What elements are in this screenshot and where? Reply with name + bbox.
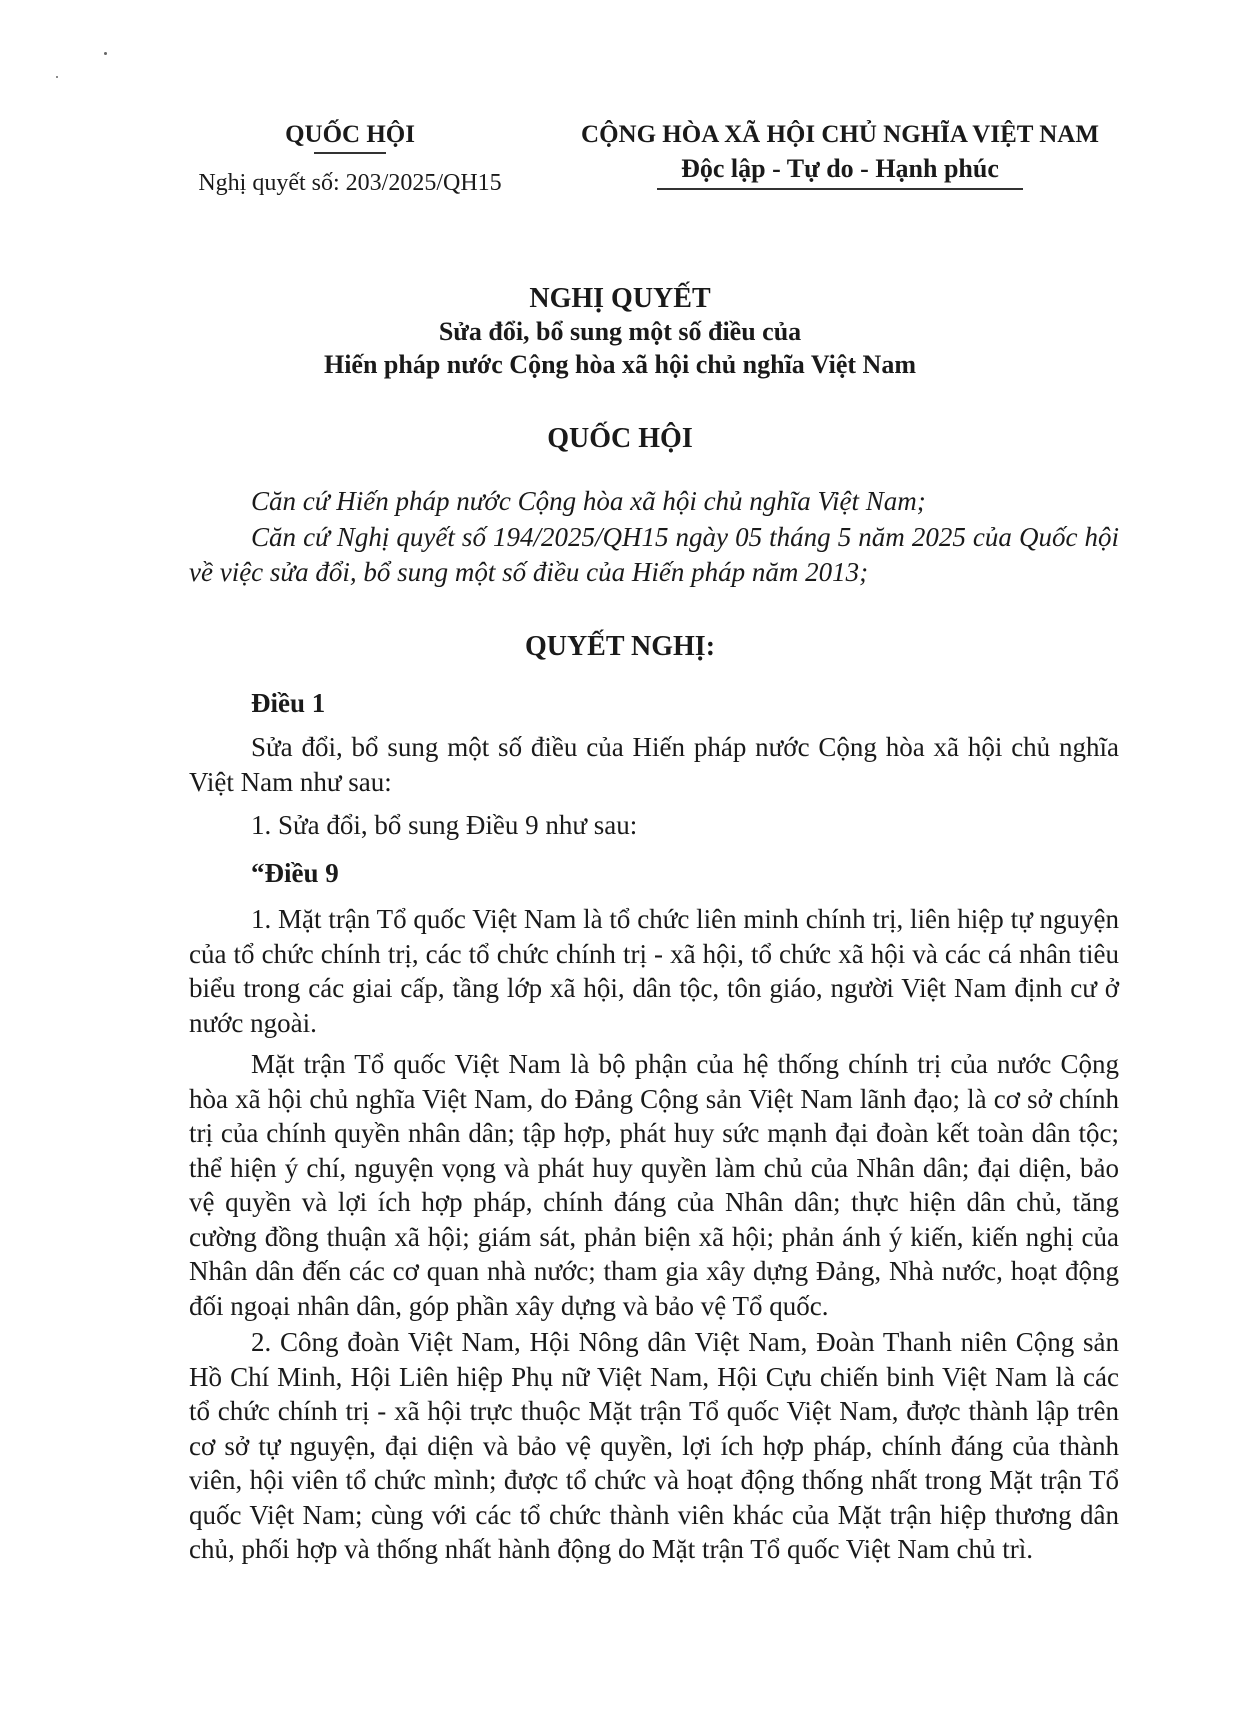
document-title-line-1: Sửa đổi, bổ sung một số điều của — [438, 317, 802, 346]
issuer-underline — [314, 152, 386, 154]
legal-basis-2-text: Căn cứ Nghị quyết số 194/2025/QH15 ngày 05 tháng 5 năm 2025 của Quốc hội về việc sửa đổi, bổ sung một số điều của Hiến pháp năm 2013; — [189, 522, 1119, 587]
resolution-number: Nghị quyết số: 203/2025/QH15 — [198, 169, 502, 196]
article-9-paragraph-2 — [189, 1047, 1119, 1323]
national-motto: Độc lập - Tự do - Hạnh phúc — [681, 154, 999, 183]
scan-speck — [104, 52, 107, 55]
article-1-intro-text: Sửa đổi, bổ sung một số điều của Hiến pháp nước Cộng hòa xã hội chủ nghĩa Việt Nam như sau: — [189, 732, 1119, 797]
article-1-intro — [189, 730, 1119, 799]
country-name: CỘNG HÒA XÃ HỘI CHỦ NGHĨA VIỆT NAM — [581, 121, 1099, 148]
legal-basis-1 — [189, 484, 1119, 519]
article-1-heading: Điều 1 — [251, 688, 326, 718]
article-9-paragraph-2-text: Mặt trận Tổ quốc Việt Nam là bộ phận của hệ thống chính trị của nước Cộng hòa xã hội chủ nghĩa Việt Nam, do Đảng Cộng sản Việt Nam lãnh đạo; là cơ sở chính trị của chính quyền nhân dân; tập hợp, phát huy sức mạnh đại đoàn kết toàn dân tộc; thể hiện ý chí, nguyện vọng và phát huy quyền làm chủ của Nhân dân; đại diện, bảo vệ quyền và lợi ích hợp pháp, chính đáng của Nhân dân; thực hiện dân chủ, tăng cường đồng thuận xã hội; giám sát, phản biện xã hội; phản ánh ý kiến, kiến nghị của Nhân dân đến các cơ quan nhà nước; tham gia xây dựng Đảng, Nhà nước, hoạt động đối ngoại nhân dân, góp phần xây dựng và bảo vệ Tổ quốc. — [189, 1049, 1119, 1321]
legal-basis-1-text: Căn cứ Hiến pháp nước Cộng hòa xã hội chủ nghĩa Việt Nam; — [251, 486, 926, 516]
item-1-text: 1. Sửa đổi, bổ sung Điều 9 như sau: — [251, 810, 638, 840]
legal-basis-2 — [189, 520, 1119, 589]
document-title-line-2: Hiến pháp nước Cộng hòa xã hội chủ nghĩa Việt Nam — [323, 350, 916, 379]
article-9-clause-2-text: 2. Công đoàn Việt Nam, Hội Nông dân Việt Nam, Đoàn Thanh niên Cộng sản Hồ Chí Minh, Hội Liên hiệp Phụ nữ Việt Nam, Hội Cựu chiến binh Việt Nam là các tổ chức chính trị - xã hội trực thuộc Mặt trận Tổ quốc Việt Nam, được thành lập trên cơ sở tự nguyện, đại diện và bảo vệ quyền, lợi ích hợp pháp, chính đáng của thành viên, hội viên tổ chức mình; được tổ chức và hoạt động thống nhất trong Mặt trận Tổ quốc Việt Nam; cùng với các tổ chức thành viên khác của Mặt trận hiệp thương dân chủ, phối hợp và thống nhất hành động do Mặt trận Tổ quốc Việt Nam chủ trì. — [189, 1327, 1119, 1564]
document-type: NGHỊ QUYẾT — [529, 283, 711, 314]
scan-speck — [56, 76, 58, 78]
article-9-clause-1 — [189, 902, 1119, 1040]
issuer-block — [160, 118, 540, 200]
article-9-clause-1-text: 1. Mặt trận Tổ quốc Việt Nam là tổ chức liên minh chính trị, liên hiệp tự nguyện của tổ chức chính trị, các tổ chức chính trị - xã hội, tổ chức xã hội và các cá nhân tiêu biểu trong các giai cấp, tầng lớp xã hội, dân tộc, tôn giáo, người Việt Nam định cư ở nước ngoài. — [189, 904, 1119, 1038]
issuing-body-heading: QUỐC HỘI — [547, 423, 693, 454]
motto-underline — [657, 188, 1023, 190]
national-heading-block — [560, 118, 1120, 190]
issuer-name: QUỐC HỘI — [285, 121, 415, 148]
article-9-clause-2 — [189, 1325, 1119, 1567]
item-1 — [189, 808, 1119, 843]
article-9-heading: “Điều 9 — [251, 858, 339, 888]
decides-heading: QUYẾT NGHỊ: — [524, 631, 716, 662]
